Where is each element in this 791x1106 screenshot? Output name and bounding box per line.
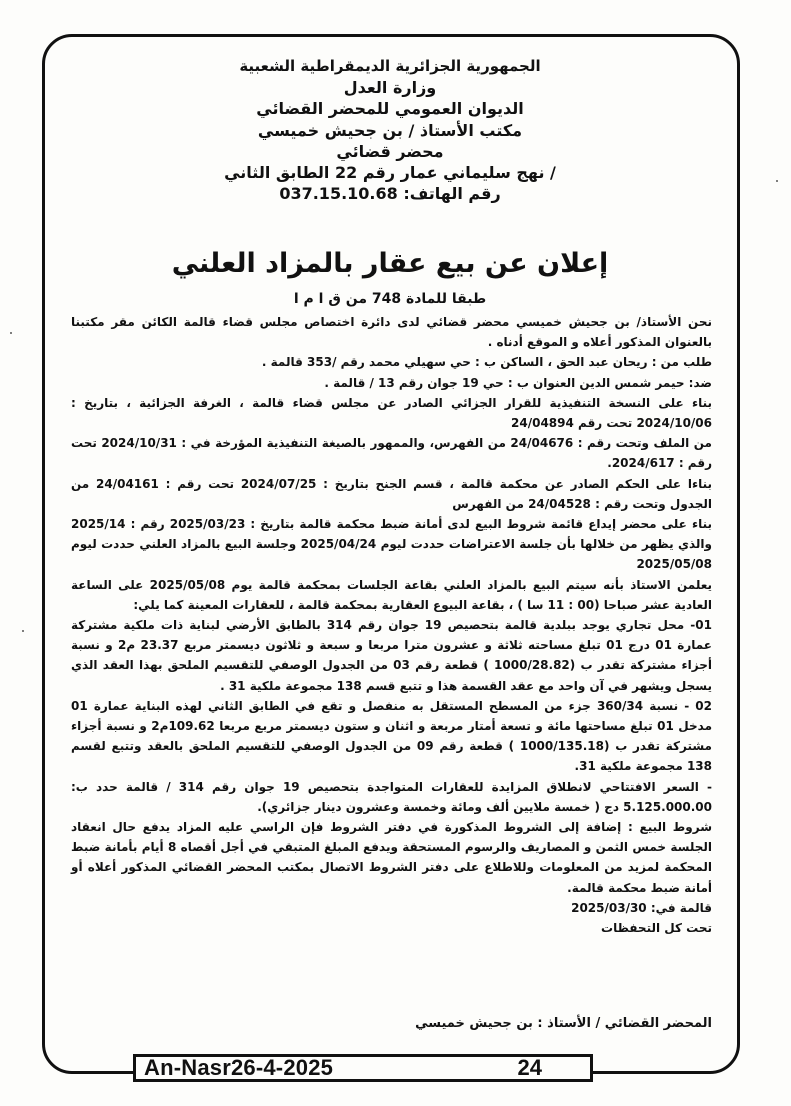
notice-subtitle: طبقا للمادة 748 من ق ا م ا [293, 291, 487, 307]
header-line: محضر قضائي [336, 141, 444, 161]
body-paragraph: من الملف وتحت رقم : 24/04676 من الفهرس، والممهور بالصيغة التنفيذية المؤرخة في : 2024/10/31 تحت رقم : 2024/617. [71, 436, 712, 471]
scan-speck [22, 630, 24, 632]
header-line: نهج سليماني عمار رقم 22 الطابق الثاني / [224, 163, 556, 183]
header-line: وزارة العدل [343, 78, 437, 98]
header-line: مكتب الأستاذ / بن جحيش خميسي [257, 120, 523, 140]
reservations-line: تحت كل التحفظات [601, 921, 712, 936]
header-line: الديوان العمومي للمحضر القضائي [256, 99, 524, 119]
body-paragraph: 02 - نسبة 360/34 جزء من المسطح المستقل به منفصل و تقع في الطابق الثاني لهذه البناية عمارة 01 مدخل 01 تبلغ مساحتها مائة و تسعة أمتار مربعة و اثنان و ستون ديسمتر مربع مربعا 109.62م2 و نسبة أجزاء مشتركة تقدر ب (1000/135.18 ) قطعة رقم 09 من الجدول الوصفي للتقسيم الملحق بالعقد وتتبع لقسم 138 مجموعة ملكية 31. [71, 698, 713, 774]
body-paragraph: شروط البيع : إضافة إلى الشروط المذكورة في دفتر الشروط فإن الراسي عليه المزاد يدفع حال انعقاد الجلسة خمس الثمن و المصاريف والرسوم المستحقة ويدفع المبلغ المتبقي في أجل أقصاه 8 أيام بأمانة ضبط المحكمة لمزيد من المعلومات وللاطلاع على دفتر الشروط الاتصال بمكتب المحضر القضائي المذكور أعلاه أو أمانة ضبط محكمة قالمة. [71, 820, 712, 895]
scan-speck [10, 332, 12, 334]
header-line: الجمهورية الجزائرية الديمقراطية الشعبية [239, 57, 541, 75]
date-line: قالمة في: 2025/03/30 [571, 900, 712, 915]
publication-label: An-Nasr26-4-2025 [144, 1055, 334, 1080]
page-number: 24 [517, 1055, 542, 1080]
scan-speck [776, 180, 778, 182]
body-paragraph: ضد: حيمر شمس الدين العنوان ب : حي 19 جوان رقم 13 / قالمة . [324, 375, 712, 390]
body-paragraph: نحن الأستاذ/ بن جحيش خميسي محضر قضائي لدى دائرة اختصاص مجلس قضاء قالمة الكائن مقر مكتبنا بالعنوان المذكور أعلاه و الموقع أدناه . [71, 315, 712, 350]
header [60, 56, 720, 204]
header-line: رقم الهاتف: 037.15.10.68 [279, 184, 501, 204]
notice-title: إعلان عن بيع عقار بالمزاد العلني [171, 248, 609, 279]
body-paragraph: بناء على محضر إيداع قائمة شروط البيع لدى أمانة ضبط محكمة قالمة بتاريخ : 2025/03/23 رقم : 2025/14 والذي يظهر من خلالها بأن جلسة الاعتراضات حددت ليوم 2025/04/24 وجلسة البيع بالمزاد العلني حددت ليوم 2025/05/08 [71, 517, 712, 572]
body-paragraph: طلب من : ريحان عبد الحق ، الساكن ب : حي سهيلي محمد رقم /353 قالمة . [261, 355, 712, 370]
page-footer [133, 1054, 593, 1082]
body-paragraph: - السعر الافتتاحي لانطلاق المزايدة للعقارات المتواجدة بتحصيص 19 جوان رقم 314 / قالمة حدد ب: 5.125.000.00 دج ( خمسة ملايين ألف ومائة وخمسة وعشرون دينار جزائري). [71, 779, 712, 814]
notice-body [71, 312, 712, 938]
signature: المحضر القضائي / الأستاذ : بن جحيش خميسي [415, 1016, 712, 1031]
body-paragraph: بناءا على الحكم الصادر عن محكمة قالمة ، قسم الجنح بتاريخ : 2024/07/25 تحت رقم : 24/04161 من الجدول وتحت رقم : 24/04528 من الفهرس [71, 476, 713, 511]
body-paragraph: يعلمن الاستاذ بأنه سيتم البيع بالمزاد العلني بقاعة الجلسات بمحكمة قالمة يوم 2025/05/08 على الساعة العادية عشر صباحا (00 : 11 سا ) ، بقاعة البيوع العقارية بمحكمة قالمة ، للعقارات المعينة كما يلي: [71, 577, 712, 612]
body-paragraph: بناء على النسخة التنفيذية للقرار الجزائي الصادر عن مجلس قضاء قالمة ، الغرفة الجزائية ، بتاريخ : 2024/10/06 تحت رقم 24/04894 [71, 395, 712, 431]
body-paragraph: 01- محل تجاري يوجد ببلدية قالمة بتحصيص 19 جوان رقم 314 بالطابق الأرضي لبناية ذات ملكية مشتركة عمارة 01 درج 01 تبلغ مساحته ثلاثة و عشرون مترا مربعا و سبعة و ثلاثون ديسمتر مربع 23.37 م2 و نسبة أجزاء مشتركة تقدر ب (1000/28.82 ) قطعة رقم 03 من الجدول الوصفي للتقسيم الملحق بهذا العقد الذي يسجل ويشهر في آن واحد مع عقد القسمة هذا و تتبع قسم 138 مجموعة ملكية 31 . [71, 618, 712, 693]
